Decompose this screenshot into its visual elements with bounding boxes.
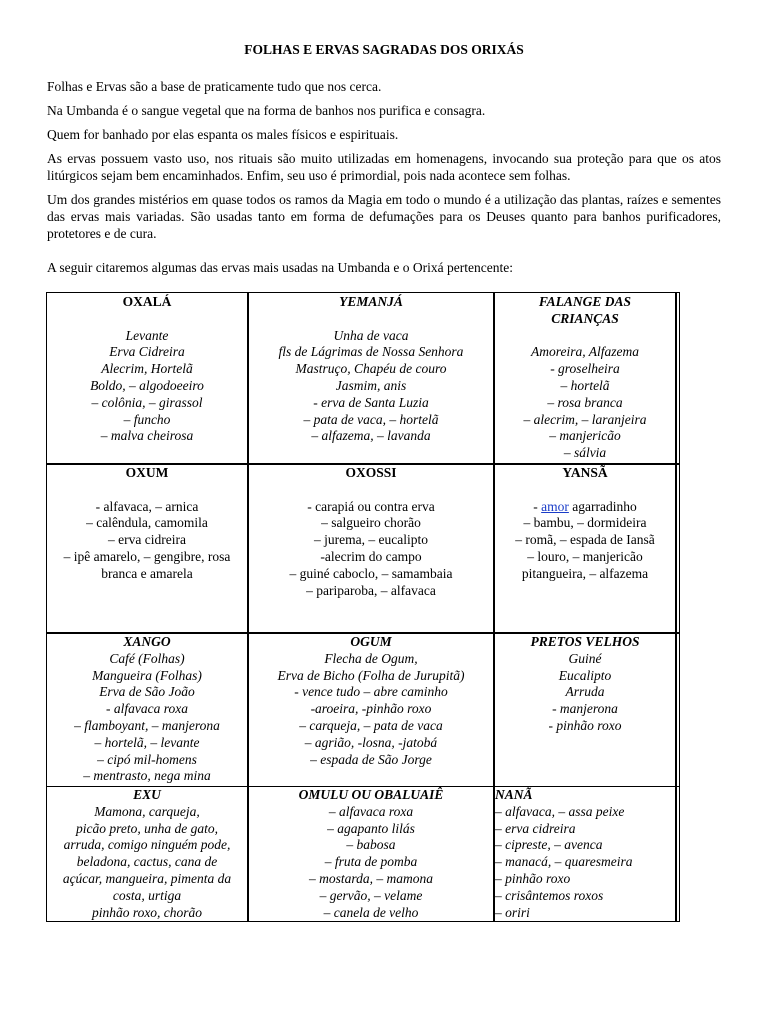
herb-item: – mentrasto, nega mina — [83, 768, 211, 784]
herb-item: beladona, cactus, cana de — [76, 854, 218, 870]
herb-item: – cipreste, – avenca — [495, 837, 603, 853]
herb-item: – rosa branca — [547, 394, 623, 410]
cell-header: YEMANJÁ — [339, 294, 403, 309]
intro-paragraph: A seguir citaremos algumas das ervas mais usadas na Umbanda e o Orixá pertencente: — [47, 260, 513, 275]
herb-item: – mostarda, – mamona — [308, 870, 433, 886]
herb-item: – ipê amarelo, – gengibre, rosa — [63, 548, 231, 564]
herb-item: - erva de Santa Luzia — [313, 394, 429, 410]
herb-item: – alfavaca roxa — [328, 803, 414, 819]
herb-item: pinhão roxo, chorão — [91, 904, 203, 920]
herb-item: – calêndula, camomila — [86, 515, 208, 531]
cell-xango — [47, 634, 247, 785]
herb-item: Alecrim, Hortelã — [101, 361, 193, 377]
cell-pretos-velhos — [495, 634, 675, 735]
herb-item: – hortelã — [560, 377, 610, 393]
herb-item: – funcho — [123, 411, 171, 427]
herb-item: – romã, – espada de Iansã — [515, 532, 655, 548]
cell-ogum — [249, 634, 493, 768]
intro-paragraph: Na Umbanda é o sangue vegetal que na forma de banhos nos purifica e consagra. — [47, 103, 486, 118]
herb-item: Boldo, – algodoeeiro — [90, 377, 204, 393]
herb-item: – colônia, – girassol — [91, 394, 203, 410]
cell-header: PRETOS VELHOS — [530, 634, 640, 649]
herb-item: – jurema, – eucalipto — [314, 532, 428, 548]
herb-item: Erva Cidreira — [109, 344, 185, 360]
cell-yemanja — [249, 294, 493, 445]
intro-paragraph: Um dos grandes mistérios em quase todos os ramos da Magia em todo o mundo é a utilização das plantas, raízes e sementes das ervas mais variadas. São usadas tanto em forma de defumações para os Deuses quanto para banhos purificadores, protetores e de cura. — [47, 192, 721, 241]
cell-header: EXU — [133, 787, 161, 802]
herb-item: Erva de Bicho (Folha de Jurupitã) — [277, 667, 465, 683]
herb-item: - vence tudo – abre caminho — [294, 684, 448, 700]
herb-item: Erva de São João — [99, 684, 195, 700]
herb-item: – carqueja, – pata de vaca — [299, 717, 443, 733]
herb-item: Mangueira (Folhas) — [92, 667, 202, 683]
herb-item: Mastruço, Chapéu de couro — [295, 361, 447, 377]
cell-header: CRIANÇAS — [551, 310, 619, 326]
herb-item: – manacá, – quaresmeira — [495, 854, 633, 870]
herb-item: picão preto, unha de gato, — [76, 820, 218, 836]
herb-item: – guiné caboclo, – samambaia — [289, 565, 453, 581]
herbs-table — [46, 292, 680, 922]
cell-header: FALANGE DAS — [538, 294, 632, 309]
cell-header: OXALÁ — [122, 294, 172, 309]
herb-item: – bambu, – dormideira — [523, 515, 647, 531]
herb-item: – louro, – manjericão — [527, 548, 643, 564]
herb-item: – erva cidreira — [108, 532, 186, 548]
cell-header: OXUM — [125, 465, 169, 480]
herb-item: – manjericão — [549, 428, 621, 444]
herb-item: - amor agarradinho — [533, 498, 637, 514]
amor-link[interactable]: amor — [541, 498, 569, 514]
herb-item: - alfavaca roxa — [106, 701, 188, 717]
cell-header: NANÃ — [495, 787, 533, 802]
herb-item: -alecrim do campo — [320, 548, 422, 564]
cell-header: OGUM — [350, 634, 392, 649]
herb-item: – gervão, – velame — [319, 887, 423, 903]
herb-item: Unha de vaca — [333, 327, 409, 343]
herb-item: – agrião, -losna, -jatobá — [304, 734, 438, 750]
herb-item: - carapiá ou contra erva — [307, 498, 435, 514]
herb-item: – erva cidreira — [495, 820, 576, 836]
herb-item: pitangueira, – alfazema — [521, 565, 649, 581]
cell-exu — [47, 787, 247, 921]
intro-paragraph: Folhas e Ervas são a base de praticamente tudo que nos cerca. — [47, 79, 382, 94]
herb-item: -aroeira, -pinhão roxo — [310, 701, 432, 717]
herb-item: – fruta de pomba — [324, 854, 418, 870]
herb-item: Levante — [125, 327, 169, 343]
cell-header: OMULU OU OBALUAIÊ — [298, 787, 444, 802]
herb-item: – babosa — [346, 837, 396, 853]
herb-item: – flamboyant, – manjerona — [74, 717, 220, 733]
cell-header: OXOSSI — [345, 465, 397, 480]
intro-paragraph: Quem for banhado por elas espanta os males físicos e espirituais. — [47, 127, 399, 142]
herb-item: branca e amarela — [101, 565, 193, 581]
herb-item: Guiné — [568, 650, 602, 666]
herb-item: – pariparoba, – alfavaca — [306, 582, 436, 598]
herb-item: Arruda — [565, 684, 605, 700]
herb-item: – cipó mil-homens — [97, 751, 197, 767]
herb-item: – salgueiro chorão — [321, 515, 421, 531]
herb-item: - manjerona — [552, 701, 618, 717]
herb-item: - alfavaca, – arnica — [95, 498, 199, 514]
herb-item: – crisântemos roxos — [495, 887, 604, 903]
herb-item: – canela de velho — [323, 904, 419, 920]
herb-item: – alecrim, – laranjeira — [523, 411, 647, 427]
herb-item: Flecha de Ogum, — [324, 650, 418, 666]
herb-item: costa, urtiga — [112, 887, 182, 903]
herb-item: – pata de vaca, – hortelã — [303, 411, 439, 427]
herb-item: açúcar, mangueira, pimenta da — [62, 870, 232, 886]
page-title: FOLHAS E ERVAS SAGRADAS DOS ORIXÁS — [244, 42, 524, 57]
cell-yansa — [495, 465, 675, 583]
herb-item: Jasmim, anis — [335, 377, 407, 393]
intro-paragraph: As ervas possuem vasto uso, nos rituais são muito utilizadas em homenagens, invocando sua proteção para que os atos litúrgicos sejam bem encaminhados. Enfim, seu uso é primordial, pois nada acontece sem folhas. — [47, 151, 721, 183]
table-divider — [675, 293, 677, 921]
herb-item: – hortelã, – levante — [94, 734, 200, 750]
herb-item: – agapanto lilás — [327, 820, 415, 836]
cell-header: YANSÃ — [562, 465, 608, 480]
cell-oxala — [47, 294, 247, 445]
herb-item: – sálvia — [563, 445, 607, 461]
herb-item: Café (Folhas) — [109, 650, 185, 666]
cell-header: XANGO — [123, 634, 171, 649]
cell-oxum — [47, 465, 247, 583]
herb-item: fls de Lágrimas de Nossa Senhora — [278, 344, 464, 360]
herb-item: Amoreira, Alfazema — [531, 344, 639, 360]
herb-item: – alfazema, – lavanda — [311, 428, 431, 444]
herb-item: – pinhão roxo — [495, 870, 571, 886]
herb-item: – malva cheirosa — [100, 428, 194, 444]
herb-item: – oriri — [495, 904, 530, 920]
herb-item: arruda, comigo ninguém pode, — [63, 837, 231, 853]
herb-item: Eucalipto — [558, 667, 612, 683]
herb-item: – alfavaca, – assa peixe — [495, 803, 625, 819]
cell-criancas — [495, 294, 675, 462]
herb-item: - groselheira — [550, 361, 620, 377]
cell-oxossi — [249, 465, 493, 599]
cell-nana — [495, 787, 675, 921]
herb-item: – espada de São Jorge — [310, 751, 432, 767]
herb-item: Mamona, carqueja, — [94, 803, 200, 819]
cell-omulu — [249, 787, 493, 921]
herb-item: - pinhão roxo — [548, 717, 622, 733]
